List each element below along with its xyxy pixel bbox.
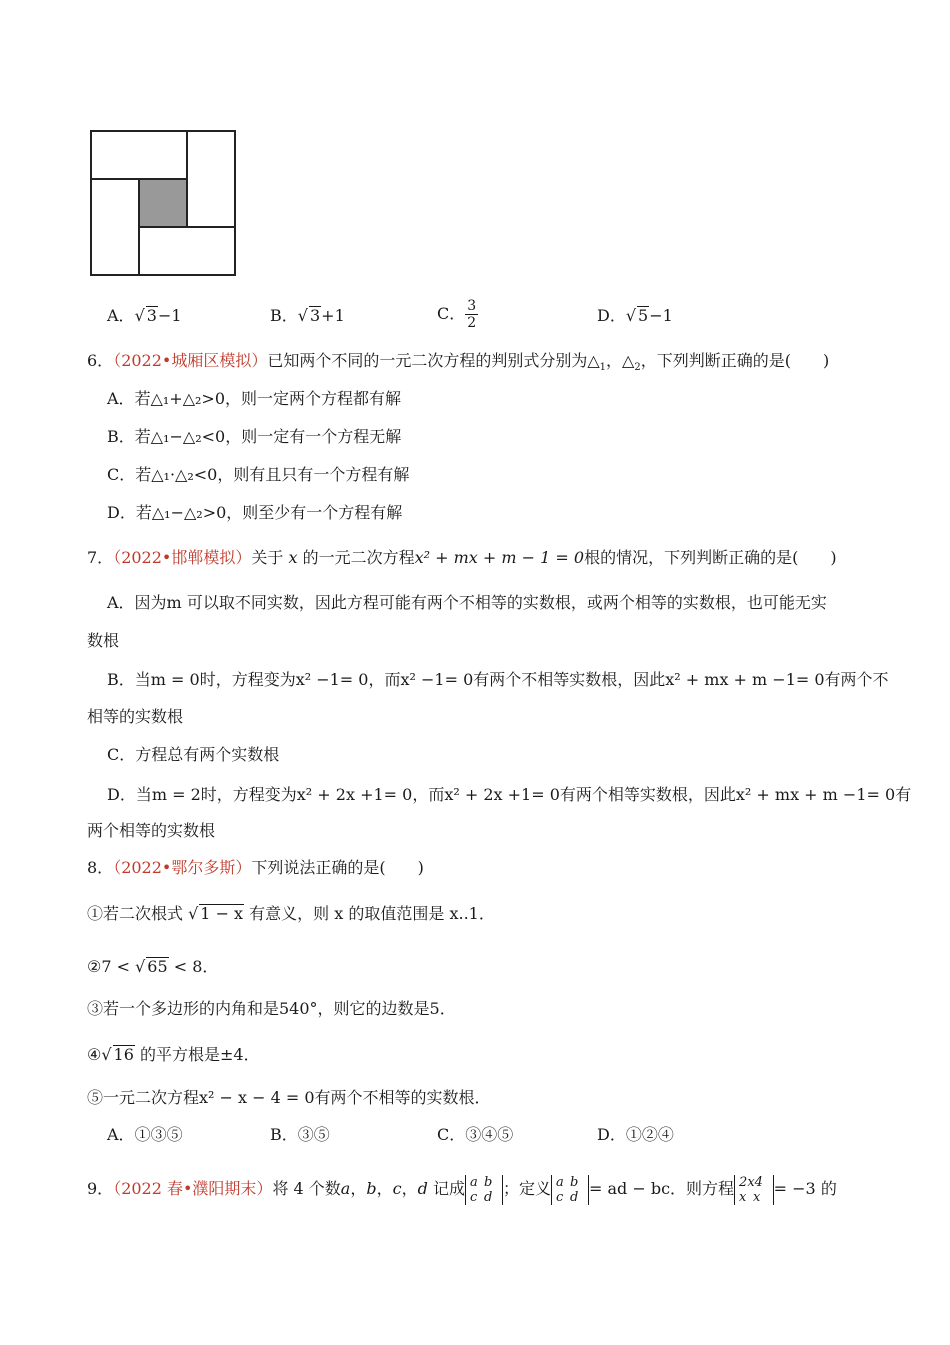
q8-statement-3: ③若一个多边形的内角和是540°，则它的边数是5． [87, 999, 456, 1018]
q9-det-definition: a b c d [551, 1175, 589, 1205]
q9-source: （2022 春•濮阳期末） [113, 1179, 273, 1198]
q6-option-d[interactable]: D．若△₁−△₂>0，则至少有一个方程有解 [107, 503, 403, 522]
q7-option-c[interactable]: C．方程总有两个实数根 [107, 745, 280, 764]
q5-option-b[interactable]: B．√ 3+1 [270, 306, 345, 325]
q8-statement-4: ④√ 16 的平方根是±4． [87, 1045, 260, 1064]
q8-option-d[interactable]: D．①②④ [597, 1125, 674, 1144]
q9-det-notation: a b c d [465, 1175, 503, 1205]
q7-option-d-cont: 两个相等的实数根 [87, 821, 216, 840]
q7-option-b[interactable]: B．当m = 0时，方程变为x² −1= 0，而x² −1= 0有两个不相等实数根，因此x² + mx + m −1= 0有两个不 [107, 670, 889, 689]
q7-source: （2022•邯郸模拟） [113, 548, 252, 567]
q6-source: （2022•城厢区模拟） [113, 351, 268, 370]
q7-option-a-cont: 数根 [87, 631, 120, 650]
q8-source: （2022•鄂尔多斯） [113, 858, 252, 877]
q6-option-c[interactable]: C．若△₁·△₂<0，则有且只有一个方程有解 [107, 465, 410, 484]
q7-stem: 7．（2022•邯郸模拟）关于 x 的一元二次方程x² + mx + m − 1 = 0根的情况，下列判断正确的是( ) [87, 548, 837, 567]
q6-option-b[interactable]: B．若△₁−△₂<0，则一定有一个方程无解 [107, 427, 402, 446]
q6-option-a[interactable]: A．若△₁+△₂>0，则一定两个方程都有解 [107, 389, 401, 408]
square-figure [90, 130, 236, 276]
q6-stem: 6．（2022•城厢区模拟）已知两个不同的一元二次方程的判别式分别为$\triangle_1$，$\triangle_2$，下列判断正确的是( ) [87, 351, 830, 374]
shaded-square [139, 179, 187, 227]
q8-statement-2: ②7 < √ 65 < 8． [87, 957, 219, 976]
q7-option-b-cont: 相等的实数根 [87, 707, 184, 726]
q8-statement-5: ⑤一元二次方程x² − x − 4 = 0有两个不相等的实数根． [87, 1088, 491, 1107]
q5-option-a[interactable]: A．√ 3−1 [107, 306, 182, 325]
q8-statement-1: ①若二次根式 √ 1 − x 有意义，则 x 的取值范围是 x..1． [87, 904, 495, 923]
q9-det-equation: 2x4 x x [734, 1175, 774, 1205]
q8-option-c[interactable]: C．③④⑤ [437, 1125, 514, 1144]
q7-option-a[interactable]: A．因为m 可以取不同实数，因此方程可能有两个不相等的实数根，或两个相等的实数根，也可能无实 [107, 593, 827, 612]
q9-stem: 9．（2022 春•濮阳期末）将 4 个数a，b，c，d 记成 a b c d ；定义 a b c d = ad − bc．则方程 2x4 x x = −3 的 [87, 1174, 837, 1205]
q8-option-b[interactable]: B．③⑤ [270, 1125, 330, 1144]
q5-option-c[interactable]: C． $\frac{3}{2}$ [437, 298, 477, 331]
q7-option-d[interactable]: D．当m = 2时，方程变为x² + 2x +1= 0，而x² + 2x +1= 0有两个相等实数根，因此x² + mx + m −1= 0有 [107, 785, 912, 804]
q8-option-a[interactable]: A．①③⑤ [107, 1125, 183, 1144]
q5-option-d[interactable]: D．√ 5−1 [597, 306, 673, 325]
q8-stem: 8．（2022•鄂尔多斯）下列说法正确的是( ) [87, 858, 424, 877]
